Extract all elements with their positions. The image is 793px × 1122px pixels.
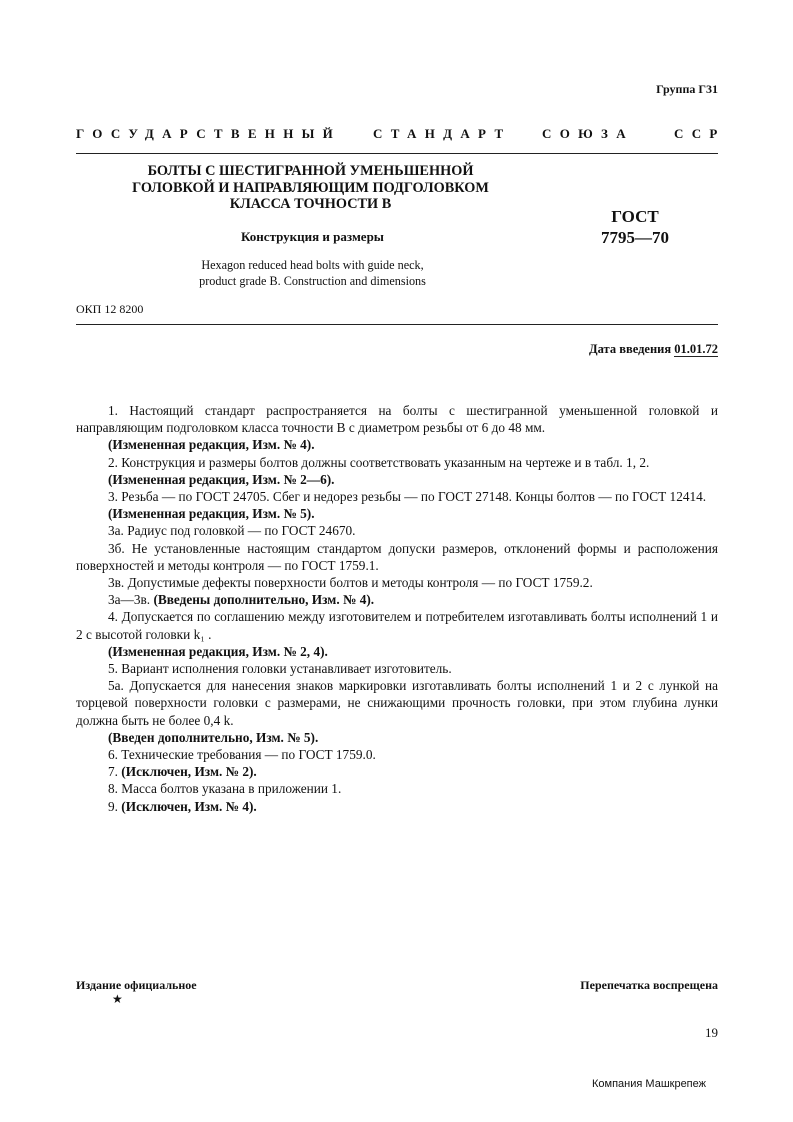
banner-word: ГОСУДАРСТВЕННЫЙ: [76, 126, 342, 141]
bottom-rule: [76, 324, 718, 325]
english-title-line: Hexagon reduced head bolts with guide neck,: [201, 258, 424, 272]
paragraph: [76, 488, 718, 505]
paragraph: [76, 643, 718, 660]
paragraph-text: 7.: [108, 764, 122, 780]
paragraph: [76, 402, 718, 436]
amendment-note: (Введен дополнительно, Изм. № 5).: [108, 729, 319, 745]
date-value: 01.01.72: [674, 342, 718, 356]
paragraph: [76, 798, 718, 815]
okp-code: ОКП 12 8200: [76, 302, 144, 316]
amendment-note: (Измененная редакция, Изм. № 4).: [108, 437, 315, 453]
amendment-note: (Исключен, Изм. № 2).: [121, 764, 257, 780]
amendment-note: (Измененная редакция, Изм. № 2—6).: [108, 471, 335, 487]
title-line: КЛАССА ТОЧНОСТИ В: [229, 196, 392, 212]
banner-word: СОЮЗА: [542, 126, 634, 141]
paragraph: [76, 574, 718, 591]
paragraph-text: 9.: [108, 798, 122, 814]
company-name: Компания Машкрепеж: [592, 1078, 706, 1090]
amendment-note: (Введены дополнительно, Изм. № 4).: [153, 592, 375, 608]
paragraph-text: 3б. Не установленные настоящим стандартом допуски размеров, отклонений формы и расположения поверхностей и методы контроля — по ГОСТ 1759.1.: [76, 540, 718, 573]
paragraph: [76, 660, 718, 677]
paragraph-text: 2. Конструкция и размеры болтов должны соответствовать указанным на чертеже и в табл. 1, 2.: [108, 454, 650, 470]
paragraph: [76, 677, 718, 729]
star-icon: ★: [112, 992, 123, 1006]
english-title: [150, 258, 475, 289]
paragraph: [76, 763, 718, 780]
paragraph-text: 5. Вариант исполнения головки устанавливает изготовитель.: [108, 661, 452, 677]
title-line: БОЛТЫ С ШЕСТИГРАННОЙ УМЕНЬШЕННОЙ: [147, 163, 474, 179]
paragraph: [76, 591, 718, 608]
document-subtitle: Конструкция и размеры: [241, 229, 384, 244]
paragraph: [76, 729, 718, 746]
paragraph: [76, 522, 718, 539]
banner-word: СТАНДАРТ: [373, 126, 512, 141]
group-code: Группа Г31: [656, 82, 718, 96]
paragraph: [76, 608, 718, 642]
paragraph-text: 8. Масса болтов указана в приложении 1.: [108, 781, 342, 797]
standard-banner: [76, 126, 726, 144]
paragraph: [76, 454, 718, 471]
document-body: [76, 402, 718, 815]
paragraph-text: 3. Резьба — по ГОСТ 24705. Сбег и недорез резьбы — по ГОСТ 27148. Концы болтов — по ГОСТ 12414.: [108, 489, 707, 505]
reprint-prohibited-note: Перепечатка воспрещена: [580, 978, 718, 992]
banner-word: ССР: [674, 126, 726, 141]
paragraph: [76, 505, 718, 522]
english-title-line: product grade B. Construction and dimensions: [199, 273, 426, 288]
paragraph: [76, 471, 718, 488]
page-number: 19: [705, 1025, 718, 1040]
amendment-note: (Измененная редакция, Изм. № 2, 4).: [108, 643, 328, 659]
paragraph-text: 5а. Допускается для нанесения знаков маркировки изготавливать болты исполнений 1 и 2 с лункой на торцевой поверхности головки с размерами, не снижающими прочность головки, при этом глубина лунки должна быть не более 0,4 k.: [76, 678, 718, 728]
gost-number: 7795—70: [601, 228, 669, 247]
official-edition-note: Издание официальное: [76, 978, 197, 992]
document-title: [108, 163, 513, 213]
paragraph-text: 3а. Радиус под головкой — по ГОСТ 24670.: [108, 523, 356, 539]
gost-label: ГОСТ: [611, 207, 659, 226]
paragraph: [76, 746, 718, 763]
amendment-note: (Исключен, Изм. № 4).: [121, 798, 257, 814]
amendment-note: (Измененная редакция, Изм. № 5).: [108, 506, 315, 522]
top-rule: [76, 153, 718, 154]
date-label: Дата введения: [589, 342, 672, 356]
paragraph-text: 1. Настоящий стандарт распространяется на болты с шестигранной уменьшенной головкой и направляющим подголовком класса точности В с диаметром резьбы от 6 до 48 мм.: [76, 403, 718, 436]
paragraph: [76, 540, 718, 574]
paragraph: [76, 780, 718, 797]
introduction-date: [420, 342, 718, 357]
gost-designation: [570, 206, 700, 248]
title-line: ГОЛОВКОЙ И НАПРАВЛЯЮЩИМ ПОДГОЛОВКОМ: [132, 179, 489, 196]
paragraph: [76, 436, 718, 453]
paragraph-text: 4. Допускается по соглашению между изготовителем и потребителем изготавливать болты исполнений 1 и 2 с высотой головки k₁ .: [76, 609, 718, 642]
paragraph-text: 3в. Допустимые дефекты поверхности болтов и методы контроля — по ГОСТ 1759.2.: [108, 575, 593, 591]
paragraph-text: 6. Технические требования — по ГОСТ 1759.0.: [108, 747, 376, 763]
paragraph-text: 3а—3в.: [108, 592, 154, 608]
